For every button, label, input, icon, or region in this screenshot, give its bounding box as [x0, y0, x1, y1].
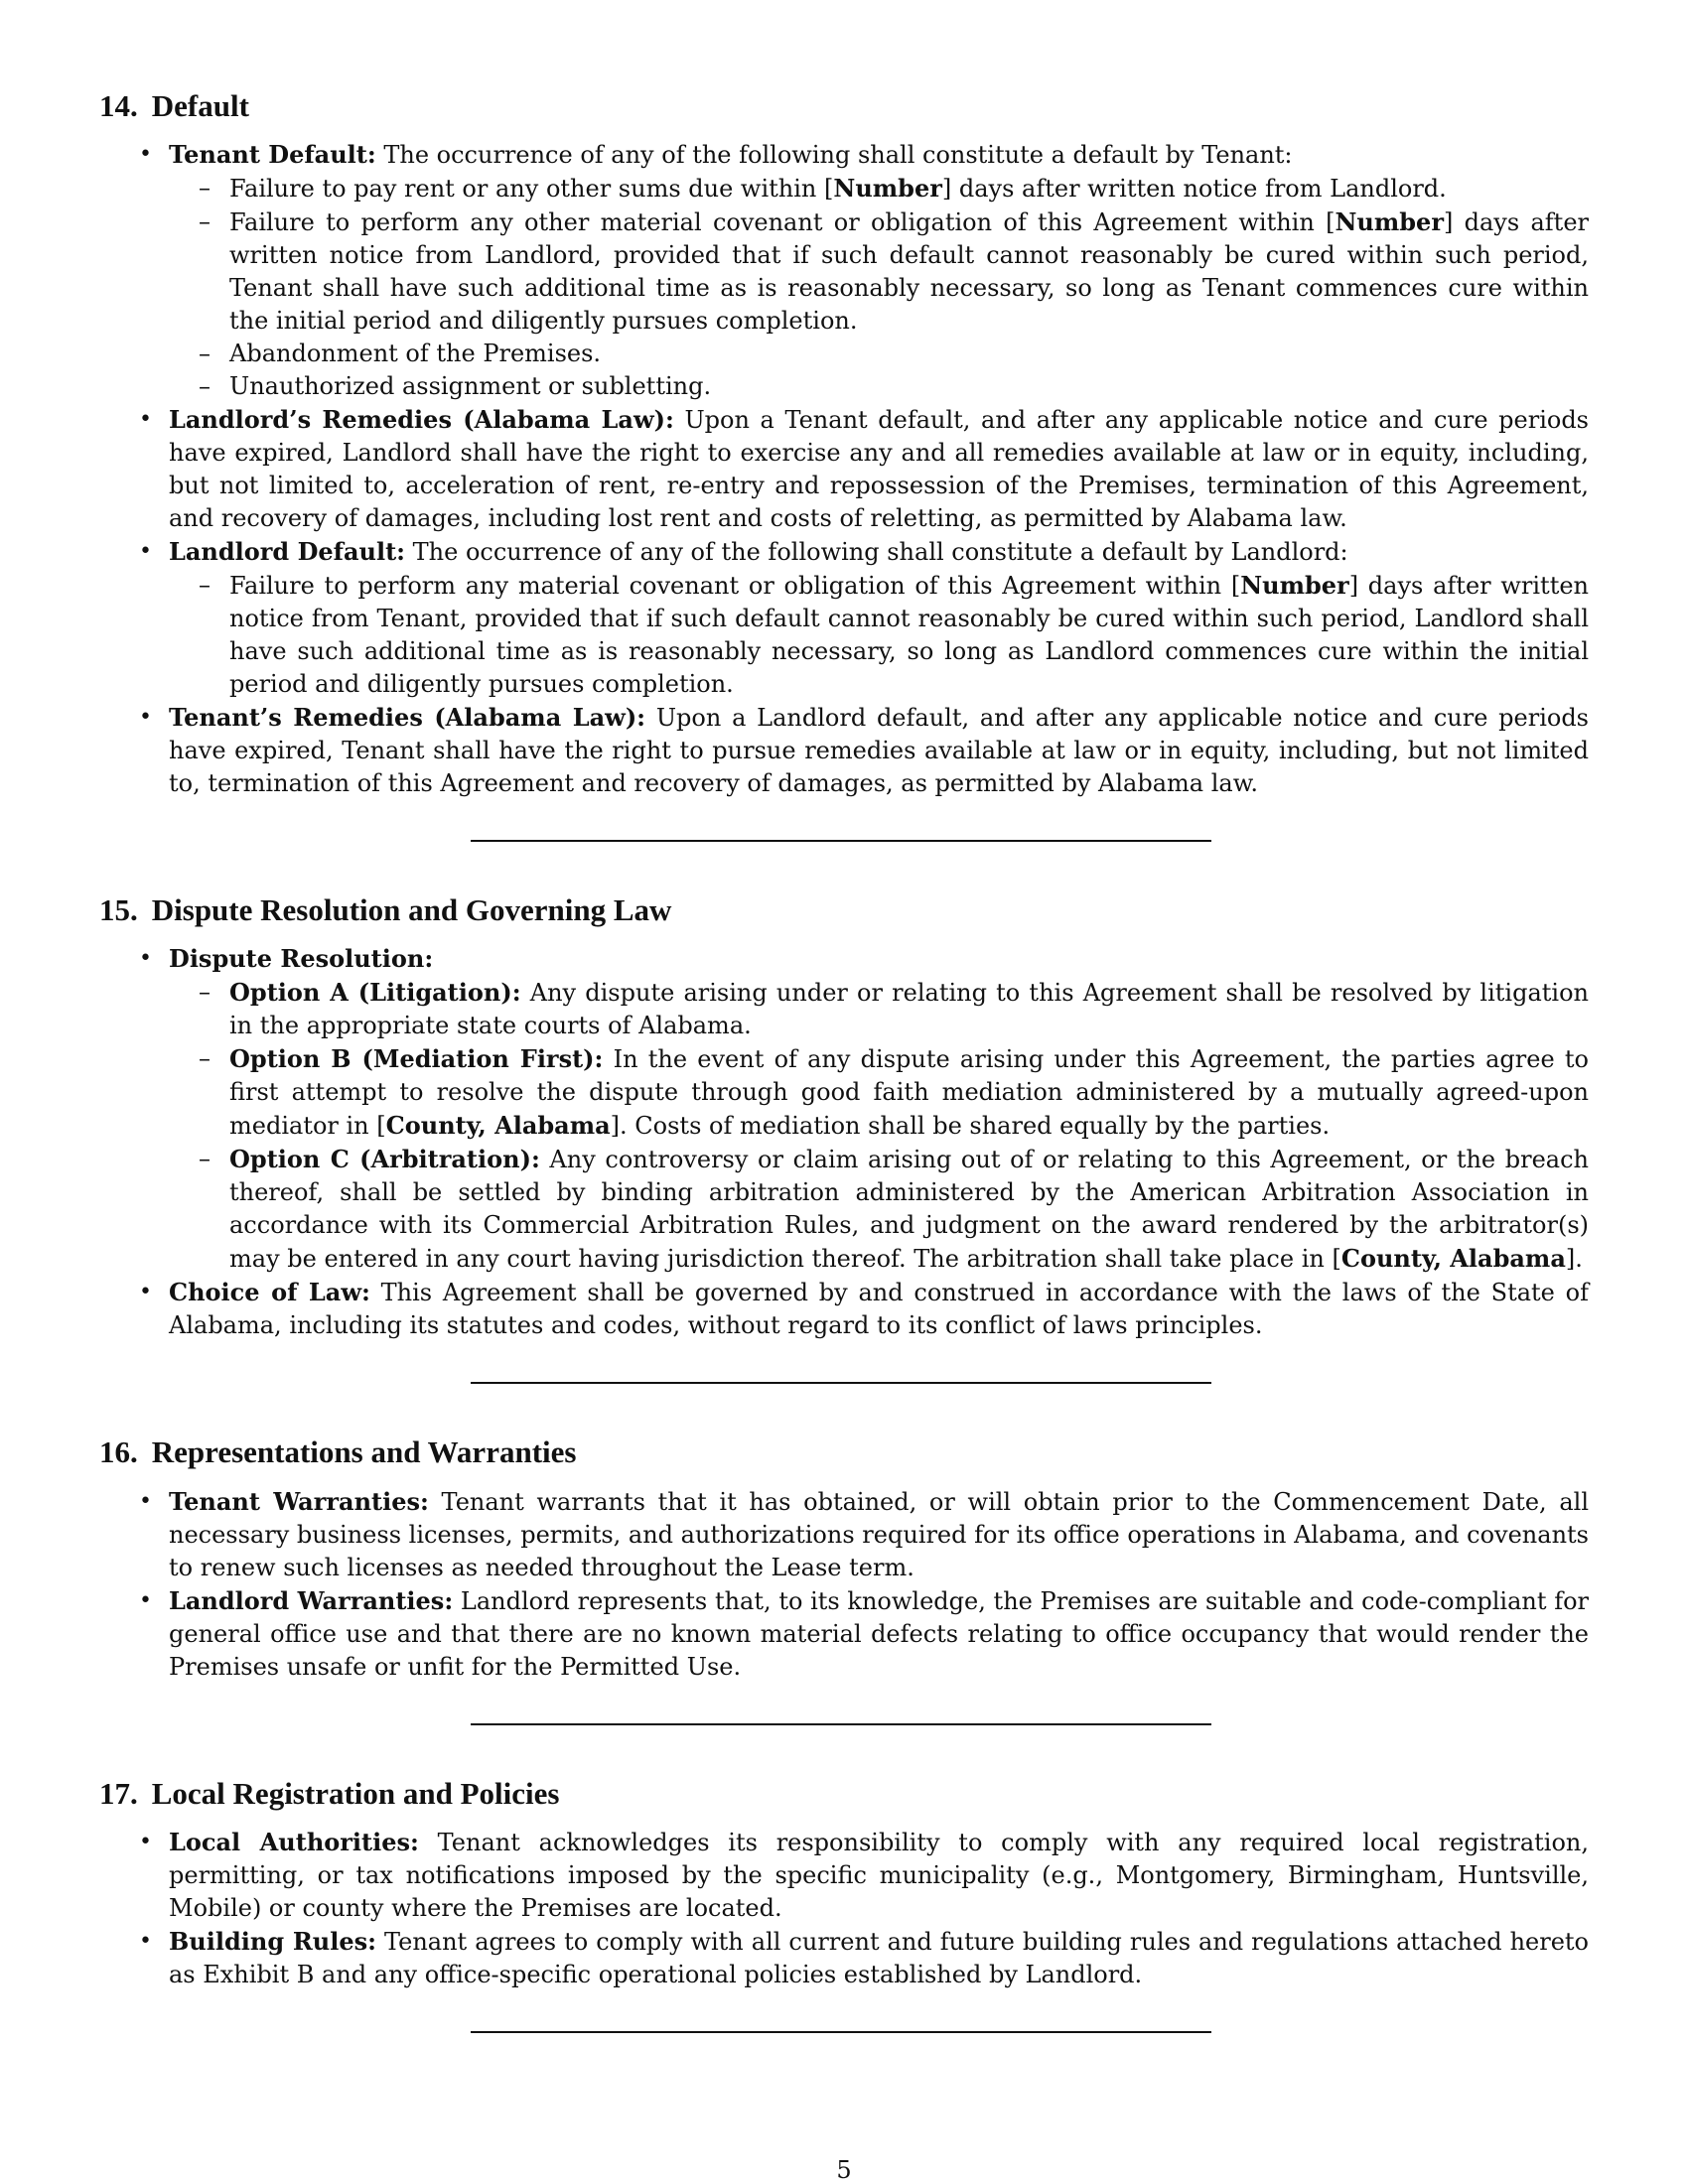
sub-item-text: In the event of any dispute arising under this Agreement, the parties agree to first attempt to resolve the dispute through good faith mediation administered by a mutually agreed-upon mediator in [: [229, 1045, 1589, 1141]
sub-item: [169, 370, 1589, 403]
list-item-building-rules: [99, 1925, 1589, 1991]
sub-item-text: Abandonment of the Premises.: [229, 340, 602, 368]
sub-item-option-c: [169, 1143, 1589, 1276]
sub-item-text: ] days after written notice from Tenant, provided that if such default cannot reasonably be cured within such period, Landlord shall have such additional time as is reasonably necessary, so long as Landlord commences cure within the initial period and diligently pursues completion.: [229, 572, 1590, 699]
item-text: The occurrence of any of the following shall constitute a default by Tenant:: [375, 141, 1293, 170]
sub-item: [169, 569, 1589, 701]
section-14: [99, 87, 1589, 800]
section-title: [99, 1775, 1589, 1812]
item-text: Upon a Tenant default, and after any applicable notice and cure periods have expired, Landlord shall have the right to exercise any and all remedies available at law or in equity, including, but not limited to, acceleration of rent, re-entry and repossession of the Premises, termination of this Agreement, and recovery of damages, including lost rent and costs of reletting, as permitted by Alabama law.: [169, 406, 1589, 533]
section-list: [99, 1826, 1589, 1991]
horizontal-rule: [471, 2031, 1211, 2033]
horizontal-rule: [471, 1723, 1211, 1725]
item-label: Tenant’s Remedies (Alabama Law):: [169, 703, 646, 733]
option-label: Option A (Litigation):: [229, 978, 521, 1008]
item-text: Upon a Landlord default, and after any applicable notice and cure periods have expired, Tenant shall have the right to pursue remedies available at law or in equity, including, but not limited to, termination of this Agreement and recovery of damages, as permitted by Alabama law.: [169, 704, 1590, 798]
sub-item-text: Any controversy or claim arising out of or relating to this Agreement, or the breach thereof, shall be settled by binding arbitration administered by the American Arbitration Association in accordance with its Commercial Arbitration Rules, and judgment on the award rendered by the arbitrator(s) may be entered in any court having jurisdiction thereof. The arbitration shall take place in [: [229, 1146, 1589, 1274]
section-15: [99, 891, 1589, 1342]
item-label: Building Rules:: [169, 1926, 376, 1956]
sub-item: [169, 205, 1589, 338]
section-list: [99, 138, 1589, 800]
section-heading: Default: [151, 88, 249, 123]
section-heading: Local Registration and Policies: [151, 1775, 560, 1811]
section-number: 16.: [99, 1434, 138, 1470]
sub-item-text: ] days after written notice from Landlord, provided that if such default cannot reasonably be cured within such period, Tenant shall have such additional time as is reasonably necessary, so long as Tenant commences cure within the initial period and diligently pursues completion.: [229, 208, 1590, 336]
option-label: Option B (Mediation First):: [229, 1044, 604, 1074]
section-divider: [99, 2031, 1589, 2033]
option-label: Option C (Arbitration):: [229, 1145, 540, 1174]
section-16: [99, 1433, 1589, 1683]
sub-item-text: Failure to pay rent or any other sums due within [: [229, 175, 834, 204]
item-label: Landlord Default:: [169, 537, 406, 567]
item-text: The occurrence of any of the following shall constitute a default by Landlord:: [405, 538, 1348, 567]
sub-item-option-b: [169, 1042, 1589, 1143]
item-label: Dispute Resolution:: [169, 944, 434, 974]
placeholder: County, Alabama: [385, 1111, 611, 1141]
section-17: [99, 1775, 1589, 1991]
section-number: 15.: [99, 892, 138, 928]
page-number: 5: [836, 2156, 852, 2184]
list-item-tenant-warranties: [99, 1485, 1589, 1584]
item-text: Landlord represents that, to its knowledge, the Premises are suitable and code-compliant for general office use and that there are no known material defects relating to office occupancy that would render the Premises unsafe or unfit for the Permitted Use.: [169, 1586, 1589, 1681]
placeholder: Number: [1335, 207, 1444, 237]
horizontal-rule: [471, 1382, 1211, 1384]
section-title: [99, 87, 1589, 124]
list-item-tenant-remedies: [99, 701, 1589, 800]
section-heading: Representations and Warranties: [151, 1434, 577, 1470]
section-divider: [99, 840, 1589, 842]
item-label: Tenant Default:: [169, 140, 376, 170]
section-number: 14.: [99, 88, 138, 123]
list-item-landlord-remedies: [99, 403, 1589, 535]
sub-item: [169, 338, 1589, 370]
placeholder: Number: [1240, 571, 1349, 601]
item-label: Choice of Law:: [169, 1278, 370, 1307]
item-label: Local Authorities:: [169, 1827, 419, 1856]
sub-list: [169, 976, 1589, 1276]
section-list: [99, 1485, 1589, 1684]
section-list: [99, 942, 1589, 1342]
sub-item-text: ] days after written notice from Landlord.: [941, 175, 1447, 204]
sub-item-text: Any dispute arising under or relating to this Agreement shall be resolved by litigation in the appropriate state courts of Alabama.: [229, 979, 1589, 1040]
section-heading: Dispute Resolution and Governing Law: [151, 892, 672, 928]
list-item-landlord-default: [99, 535, 1589, 701]
sub-item: [169, 172, 1589, 205]
item-text: Tenant acknowledges its responsibility to comply with any required local registration, permitting, or tax notifications imposed by the specific municipality (e.g., Montgomery, Birmingham, Huntsville, Mobile) or county where the Premises are located.: [169, 1828, 1589, 1922]
sub-list: [169, 569, 1589, 701]
item-label: Landlord Warranties:: [169, 1585, 454, 1615]
list-item-tenant-default: [99, 138, 1589, 403]
item-text: This Agreement shall be governed by and construed in accordance with the laws of the State of Alabama, including its statutes and codes, without regard to its conflict of laws principles.: [169, 1279, 1589, 1340]
document-page: [99, 87, 1589, 2033]
section-title: [99, 891, 1589, 928]
item-text: Tenant warrants that it has obtained, or will obtain prior to the Commencement Date, all necessary business licenses, permits, and authorizations required for its office operations in Alabama, and covenants to renew such licenses as needed throughout the Lease term.: [169, 1487, 1589, 1581]
sub-item-text: ]. Costs of mediation shall be shared equally by the parties.: [610, 1112, 1331, 1141]
list-item-dispute-resolution: [99, 942, 1589, 1276]
sub-list: [169, 172, 1589, 403]
sub-item-text: Failure to perform any material covenant or obligation of this Agreement within [: [229, 572, 1241, 601]
list-item-choice-of-law: [99, 1276, 1589, 1342]
placeholder: Number: [833, 174, 942, 204]
item-text: Tenant agrees to comply with all current and future building rules and regulations attached hereto as Exhibit B and any office-specific operational policies established by Landlord.: [169, 1927, 1589, 1988]
sub-item-text: Unauthorized assignment or subletting.: [229, 372, 712, 401]
placeholder: County, Alabama: [1340, 1244, 1566, 1274]
item-label: Tenant Warranties:: [169, 1486, 429, 1516]
horizontal-rule: [471, 840, 1211, 842]
sub-item-option-a: [169, 976, 1589, 1042]
list-item-landlord-warranties: [99, 1584, 1589, 1684]
section-number: 17.: [99, 1775, 138, 1811]
item-label: Landlord’s Remedies (Alabama Law):: [169, 405, 674, 435]
sub-item-text: ].: [1565, 1245, 1583, 1274]
sub-item-text: Failure to perform any other material covenant or obligation of this Agreement within [: [229, 208, 1336, 237]
section-divider: [99, 1382, 1589, 1384]
list-item-local-authorities: [99, 1826, 1589, 1925]
section-title: [99, 1433, 1589, 1470]
section-divider: [99, 1723, 1589, 1725]
